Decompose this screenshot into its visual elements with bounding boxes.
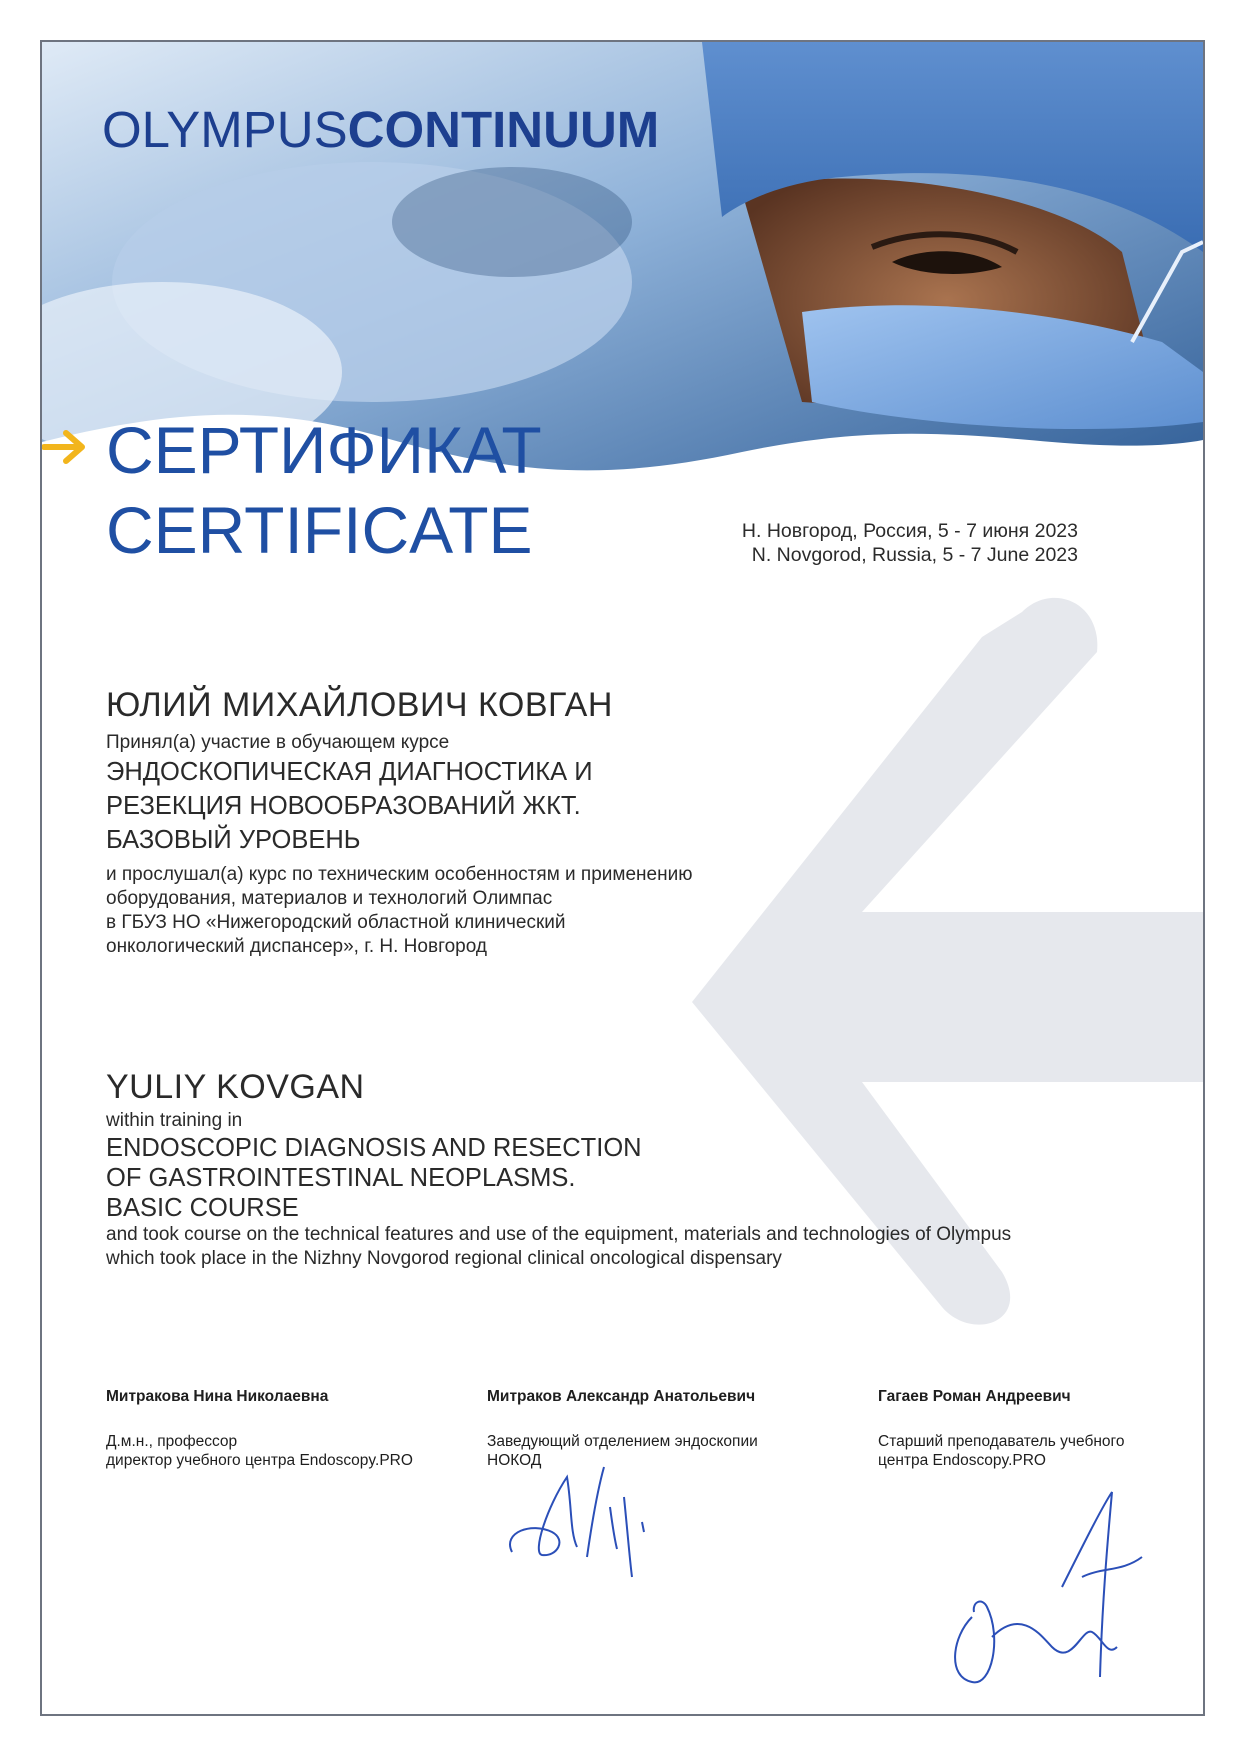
details-ru-line: онкологический диспансер», г. Н. Новгород <box>106 936 487 957</box>
brand-logo-bold: CONTINUUM <box>347 101 660 158</box>
signatory-name: Митракова Нина Николаевна <box>106 1388 329 1405</box>
place-and-date <box>742 519 1078 567</box>
certificate-page <box>40 40 1205 1716</box>
course-title-ru-line: РЕЗЕКЦИЯ НОВООБРАЗОВАНИЙ ЖКТ. <box>106 792 581 820</box>
signature-2 <box>492 1437 692 1587</box>
signatory-role-line: Д.м.н., профессор <box>106 1433 238 1450</box>
signatory-role-line: НОКОД <box>487 1452 542 1469</box>
russian-section <box>106 686 692 959</box>
signatory-role <box>878 1432 1124 1470</box>
details-ru-line: оборудования, материалов и технологий Олимпас <box>106 888 553 909</box>
course-title-en-line: ENDOSCOPIC DIAGNOSIS AND RESECTION <box>106 1134 642 1162</box>
signatory-role-line: Старший преподаватель учебного <box>878 1433 1125 1450</box>
participant-name-ru: ЮЛИЙ МИХАЙЛОВИЧ КОВГАН <box>106 686 613 724</box>
details-ru-line: и прослушал(а) курс по техническим особенностям и применению <box>106 864 693 885</box>
title-ru: СЕРТИФИКАТ <box>106 413 542 487</box>
intro-en: within training in <box>106 1110 243 1131</box>
english-section <box>106 1068 1011 1271</box>
signatory-name: Митраков Александр Анатольевич <box>487 1388 756 1405</box>
signatory-role <box>106 1432 413 1470</box>
signatory-1 <box>106 1388 413 1470</box>
course-title-en-line: OF GASTROINTESTINAL NEOPLASMS. <box>106 1164 576 1192</box>
course-title-ru-line: ЭНДОСКОПИЧЕСКАЯ ДИАГНОСТИКА И <box>106 758 593 786</box>
signatory-name: Гагаев Роман Андреевич <box>878 1388 1071 1405</box>
course-title-ru-line: БАЗОВЫЙ УРОВЕНЬ <box>106 826 361 854</box>
place-ru: Н. Новгород, Россия, 5 - 7 июня 2023 <box>741 520 1078 542</box>
signature-3 <box>932 1487 1172 1697</box>
title-en: CERTIFICATE <box>106 493 533 567</box>
course-title-en-line: BASIC COURSE <box>106 1194 299 1222</box>
signatory-role-line: центра Endoscopy.PRO <box>878 1452 1046 1469</box>
intro-ru: Принял(а) участие в обучающем курсе <box>106 732 450 753</box>
details-en-line: which took place in the Nizhny Novgorod regional clinical oncological dispensary <box>106 1248 782 1269</box>
participant-name-en: YULIY KOVGAN <box>106 1068 365 1106</box>
certificate-title <box>106 410 542 570</box>
brand-logo-light: OLYMPUS <box>102 101 348 158</box>
signatory-role-line: директор учебного центра Endoscopy.PRO <box>106 1452 413 1469</box>
signatory-3 <box>878 1388 1124 1470</box>
signatory-role-line: Заведующий отделением эндоскопии <box>487 1433 758 1450</box>
arrow-right-icon <box>42 427 88 467</box>
details-ru-line: в ГБУЗ НО «Нижегородский областной клинический <box>106 912 566 933</box>
details-en-line: and took course on the technical features and use of the equipment, materials and technologies of Olympus <box>106 1224 1012 1245</box>
place-en: N. Novgorod, Russia, 5 - 7 June 2023 <box>751 544 1078 566</box>
